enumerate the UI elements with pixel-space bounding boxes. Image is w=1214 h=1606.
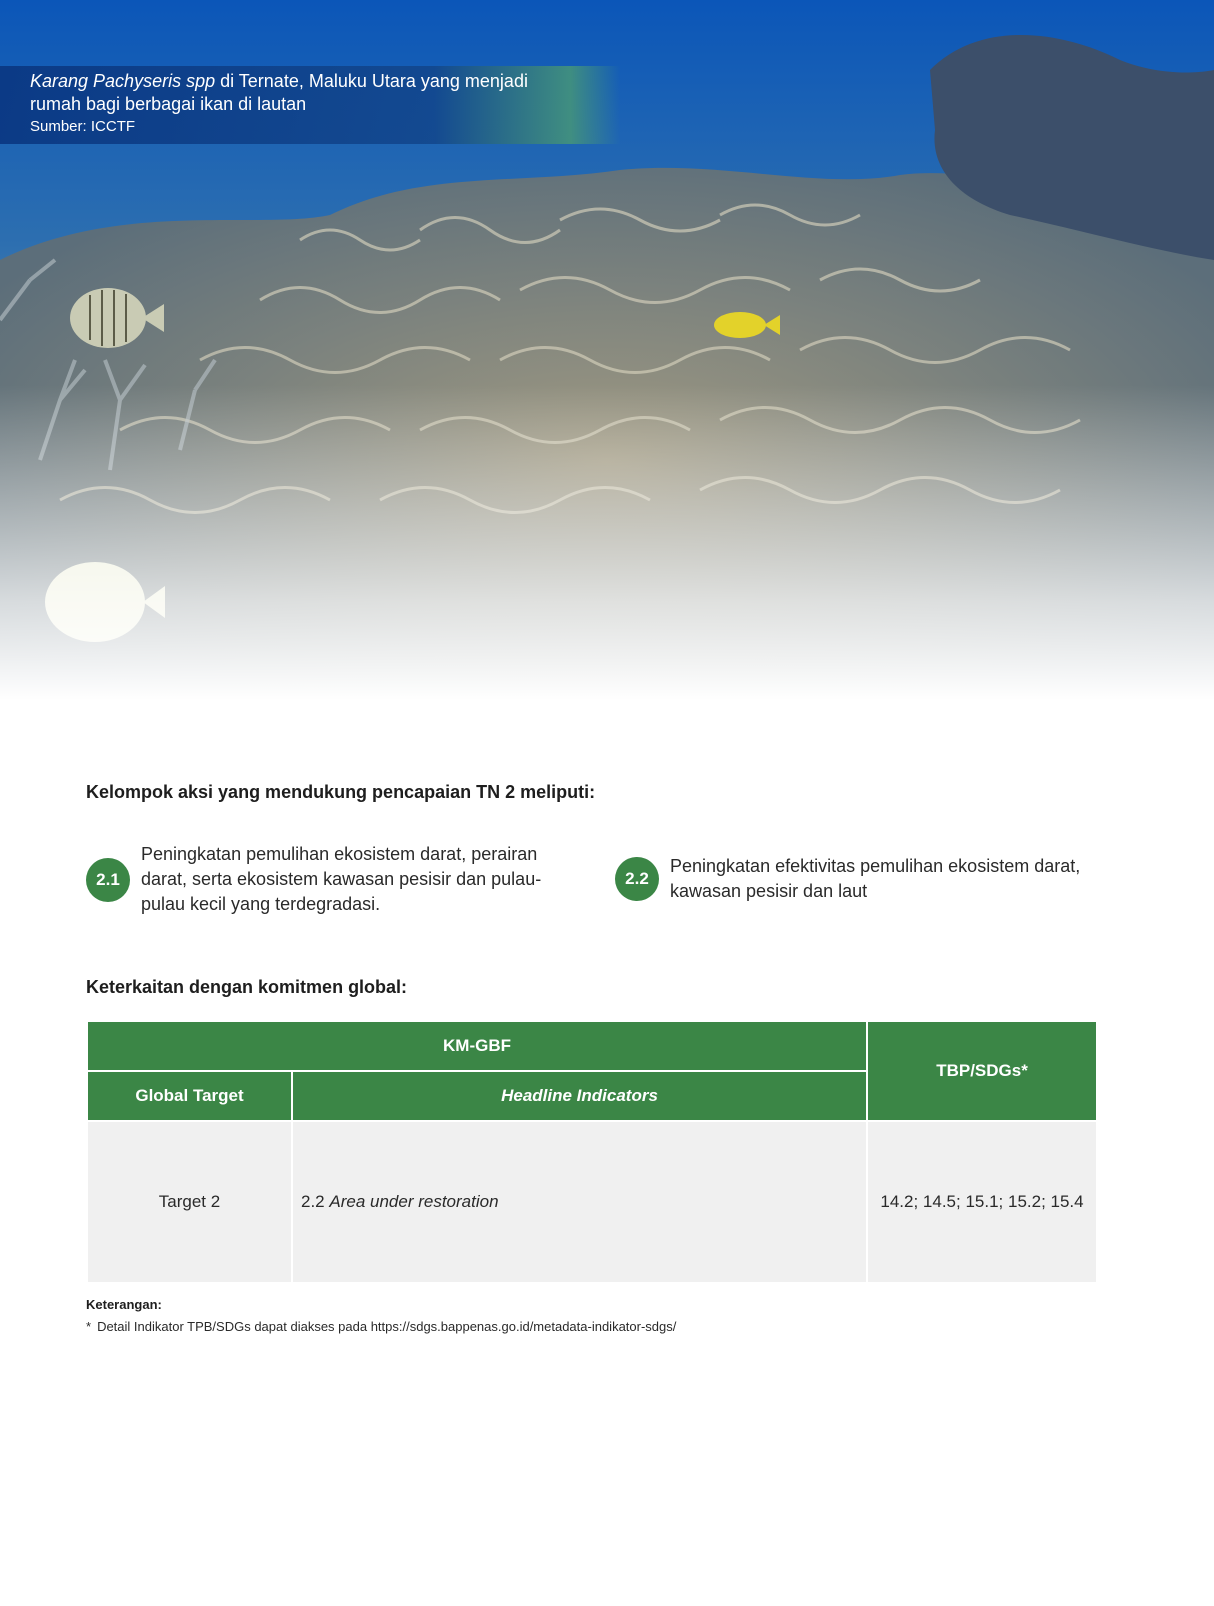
hero-photo — [0, 0, 1214, 700]
header-km-gbf: KM-GBF — [87, 1021, 867, 1071]
notes-title: Keterangan: — [86, 1297, 162, 1312]
header-headline-indicators: Headline Indicators — [292, 1071, 867, 1121]
action-text-line: kawasan pesisir dan laut — [670, 881, 868, 901]
action-text-line: Peningkatan efektivitas pemulihan ekosistem darat, — [670, 856, 1081, 876]
action-text — [141, 842, 541, 917]
action-text-line: pulau kecil yang terdegradasi. — [141, 894, 381, 914]
note-asterisk: * — [86, 1319, 92, 1334]
cell-global-target: Target 2 — [87, 1121, 292, 1283]
action-text-line: Peningkatan pemulihan ekosistem darat, perairan — [141, 844, 538, 864]
cell-headline-indicator — [292, 1121, 867, 1283]
caption-line-2: rumah bagi berbagai ikan di lautan — [30, 94, 307, 114]
note-text: Detail Indikator TPB/SDGs dapat diakses pada https://sdgs.bappenas.go.id/metadata-indikator-sdgs/ — [97, 1319, 677, 1334]
indicator-text: Area under restoration — [329, 1192, 499, 1211]
header-global-target: Global Target — [87, 1071, 292, 1121]
table-row — [87, 1121, 1097, 1283]
global-commitment-table — [86, 1020, 1098, 1284]
caption-source: Sumber: ICCTF — [30, 118, 136, 135]
cell-tbp-sdgs: 14.2; 14.5; 15.1; 15.2; 15.4 — [867, 1121, 1097, 1283]
action-badge: 2.2 — [615, 857, 659, 901]
indicator-number: 2.2 — [301, 1192, 325, 1211]
actions-heading: Kelompok aksi yang mendukung pencapaian TN 2 meliputi: — [86, 782, 596, 802]
action-text-line: darat, serta ekosistem kawasan pesisir dan pulau- — [141, 869, 542, 889]
note-item — [86, 1319, 676, 1334]
caption-species: Karang Pachyseris spp — [30, 71, 216, 91]
header-tbp-sdgs: TBP/SDGs* — [867, 1021, 1097, 1121]
action-item-2-1 — [86, 842, 546, 917]
action-item-2-2 — [615, 854, 1095, 904]
photo-caption — [0, 66, 620, 144]
action-badge: 2.1 — [86, 858, 130, 902]
global-commitment-heading: Keterkaitan dengan komitmen global: — [86, 977, 408, 997]
caption-location: di Ternate, Maluku Utara yang menjadi — [215, 71, 528, 91]
action-text — [670, 854, 1080, 904]
caption-line-1 — [30, 70, 528, 92]
